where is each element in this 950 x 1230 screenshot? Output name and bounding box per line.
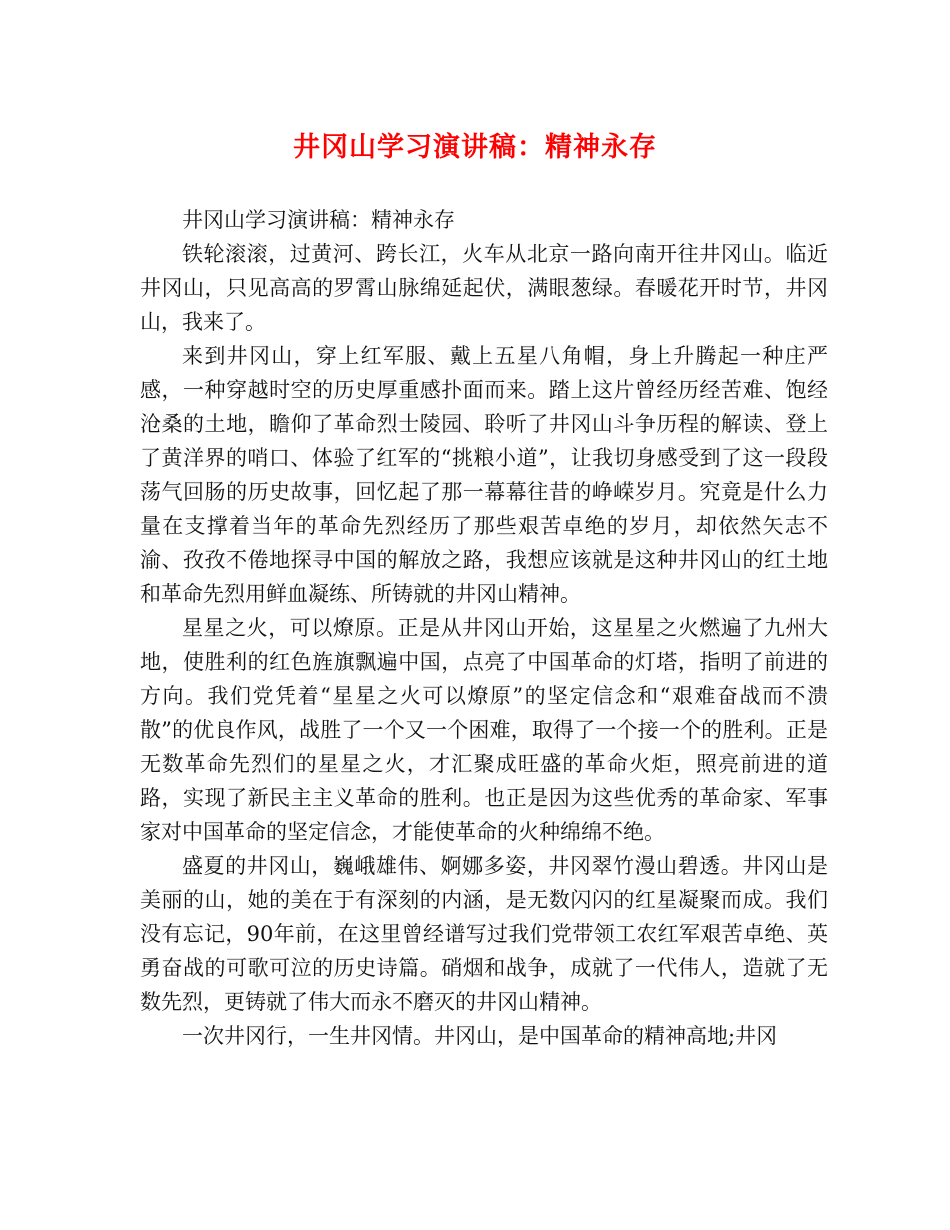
paragraph: 盛夏的井冈山，巍峨雄伟、婀娜多姿，井冈翠竹漫山碧透。井冈山是美丽的山，她的美在于有深刻的内涵，是无数闪闪的红星凝聚而成。我们没有忘记，90年前，在这里曾经谱写过我们党带领工农红军艰苦卓绝、英勇奋战的可歌可泣的历史诗篇。硝烟和战争，成就了一代伟人，造就了无数先烈，更铸就了伟大而永不磨灭的井冈山精神。	[140, 854, 828, 1014]
document-body	[140, 203, 828, 1053]
paragraph-subtitle: 井冈山学习演讲稿：精神永存	[182, 208, 455, 232]
paragraph: 铁轮滚滚，过黄河、跨长江，火车从北京一路向南开往井冈山。临近井冈山，只见高高的罗霄山脉绵延起伏，满眼葱绿。春暖花开时节，井冈山，我来了。	[140, 242, 828, 334]
paragraph: 来到井冈山，穿上红军服、戴上五星八角帽，身上升腾起一种庄严感，一种穿越时空的历史厚重感扑面而来。踏上这片曾经历经苦难、饱经沧桑的土地，瞻仰了革命烈士陵园、聆听了井冈山斗争历程的解读、登上了黄洋界的哨口、体验了红军的“挑粮小道”，让我切身感受到了这一段段荡气回肠的历史故事，回忆起了那一幕幕往昔的峥嵘岁月。究竟是什么力量在支撑着当年的革命先烈经历了那些艰苦卓绝的岁月，却依然矢志不渝、孜孜不倦地探寻中国的解放之路，我想应该就是这种井冈山的红土地和革命先烈用鲜血凝练、所铸就的井冈山精神。	[140, 344, 828, 606]
document-title: 井冈山学习演讲稿：精神永存	[293, 132, 657, 163]
paragraph: 一次井冈行，一生井冈情。井冈山，是中国革命的精神高地;井冈	[182, 1024, 778, 1048]
paragraph: 星星之火，可以燎原。正是从井冈山开始，这星星之火燃遍了九州大地，使胜利的红色旌旗飘遍中国，点亮了中国革命的灯塔，指明了前进的方向。我们党凭着“星星之火可以燎原”的坚定信念和“艰难奋战而不溃散”的优良作风，战胜了一个又一个困难，取得了一个接一个的胜利。正是无数革命先烈们的星星之火，才汇聚成旺盛的革命火炬，照亮前进的道路，实现了新民主主义革命的胜利。也正是因为这些优秀的革命家、军事家对中国革命的坚定信念，才能使革命的火种绵绵不绝。	[140, 616, 828, 844]
